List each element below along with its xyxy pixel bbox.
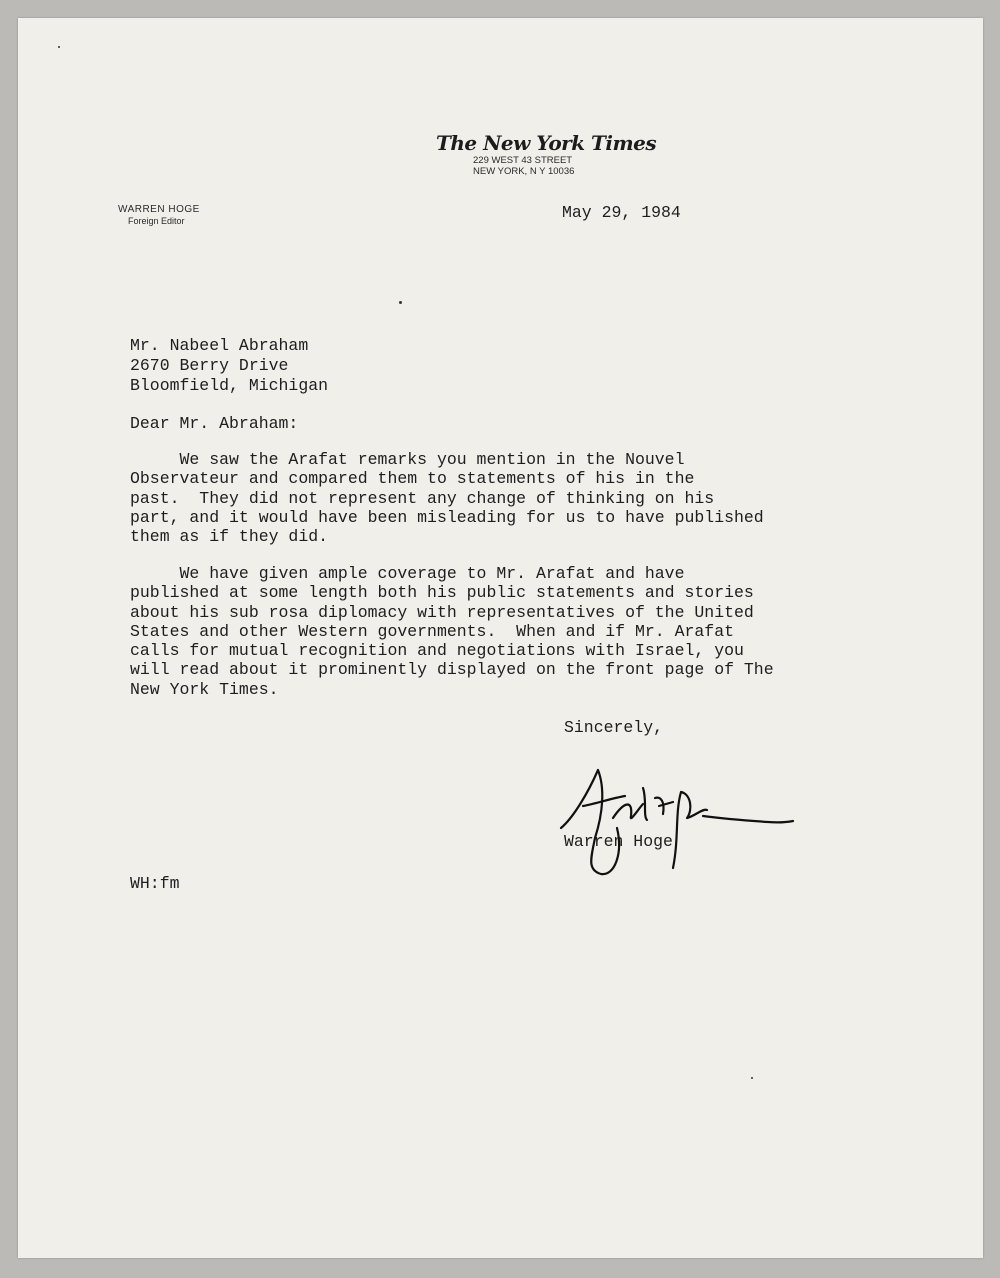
paragraph-line: States and other Western governments. When and if Mr. Arafat — [130, 621, 734, 641]
handwritten-signature — [543, 758, 803, 888]
recipient-name: Mr. Nabeel Abraham — [130, 336, 309, 355]
sender-title: Foreign Editor — [128, 216, 185, 226]
paragraph-line: calls for mutual recognition and negotiations with Israel, you — [130, 641, 744, 661]
paper-speck — [58, 46, 60, 48]
salutation: Dear Mr. Abraham: — [130, 414, 299, 433]
paragraph-line: We saw the Arafat remarks you mention in the Nouvel — [130, 450, 685, 469]
recipient-city: Bloomfield, Michigan — [130, 376, 329, 395]
closing: Sincerely, — [564, 718, 664, 737]
paragraph-1 — [130, 450, 910, 546]
paragraph-line: part, and it would have been misleading for us to have published — [130, 507, 764, 527]
recipient-address — [130, 336, 328, 396]
paragraph-line: published at some length both his public statements and stories — [130, 583, 754, 603]
letter-date: May 29, 1984 — [562, 203, 681, 222]
paragraph-line: We have given ample coverage to Mr. Arafat and have — [130, 564, 685, 583]
letterhead — [436, 131, 696, 177]
publication-logo: The New York Times — [436, 131, 657, 155]
paragraph-line: about his sub rosa diplomacy with representatives of the United — [130, 602, 754, 622]
typist-initials: WH:fm — [130, 874, 180, 893]
paragraph-line: will read about it prominently displayed on the front page of The — [130, 660, 774, 680]
recipient-street: 2670 Berry Drive — [130, 356, 289, 375]
paper-speck — [751, 1077, 753, 1079]
letterhead-address-line2: NEW YORK, N Y 10036 — [473, 166, 575, 177]
letterhead-address-line1: 229 WEST 43 STREET — [473, 155, 573, 166]
sender-name: WARREN HOGE — [118, 204, 200, 215]
paragraph-line: them as if they did. — [130, 527, 329, 547]
paragraph-line: Observateur and compared them to statements of his in the — [130, 469, 695, 489]
sender-block — [118, 204, 200, 226]
typed-signature-name: Warren Hoge — [564, 832, 673, 851]
letter-page — [18, 18, 983, 1258]
paragraph-line: New York Times. — [130, 679, 279, 699]
paragraph-2 — [130, 564, 910, 699]
paper-speck — [399, 301, 402, 304]
paragraph-line: past. They did not represent any change of thinking on his — [130, 488, 715, 508]
